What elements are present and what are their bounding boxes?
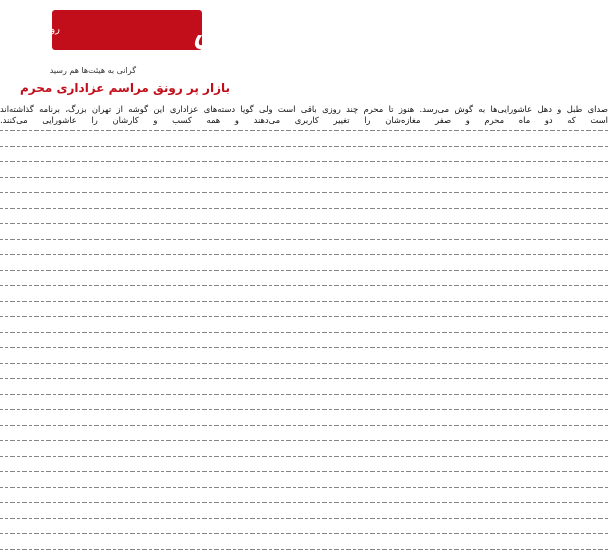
article-line bbox=[0, 130, 608, 141]
article-body bbox=[0, 104, 608, 422]
article-line bbox=[0, 394, 608, 405]
article-line bbox=[0, 347, 608, 358]
article-line bbox=[0, 332, 608, 343]
headline: بازار پر رونق مراسم عزاداری محرم bbox=[0, 80, 230, 96]
article-line bbox=[0, 471, 608, 482]
article-line bbox=[0, 239, 608, 250]
logo-wordmark: شرق bbox=[194, 15, 261, 50]
article-line bbox=[0, 161, 608, 172]
article-line bbox=[0, 456, 608, 467]
article-line: است که دو ماه محرم و صفر مغازه‌شان را تغییر کاربری می‌دهند و همه کسب و کارشان را عاشورایی می‌کنند. bbox=[0, 115, 608, 126]
article-line bbox=[0, 270, 608, 281]
article-line bbox=[0, 146, 608, 157]
article-line bbox=[0, 301, 608, 312]
article-line bbox=[0, 409, 608, 420]
kicker-line: گرانی به هیئت‌ها هم رسید bbox=[0, 66, 136, 76]
article-line: صدای طبل و دهل عاشورایی‌ها به گوش می‌رسد. هنوز تا محرم چند روزی باقی است ولی گویا دسته‌های عزاداری این گوشه از تهران بزرگ، برنامه گذاشته‌اند bbox=[0, 104, 608, 115]
article-line bbox=[0, 208, 608, 219]
article-line bbox=[0, 487, 608, 498]
article-line bbox=[0, 425, 608, 436]
article-line bbox=[0, 502, 608, 513]
article-line bbox=[0, 549, 608, 559]
article-line bbox=[0, 223, 608, 234]
article-line bbox=[0, 254, 608, 265]
article-line bbox=[0, 363, 608, 374]
article-line bbox=[0, 285, 608, 296]
logo-small-label: روزنامه bbox=[29, 24, 60, 35]
shargh-logo-mark bbox=[22, 6, 212, 54]
article-line bbox=[0, 316, 608, 327]
newspaper-logo bbox=[22, 6, 212, 54]
article-line bbox=[0, 378, 608, 389]
article-line bbox=[0, 192, 608, 203]
article-line bbox=[0, 440, 608, 451]
article-line bbox=[0, 518, 608, 529]
article-line bbox=[0, 533, 608, 544]
article-line bbox=[0, 177, 608, 188]
